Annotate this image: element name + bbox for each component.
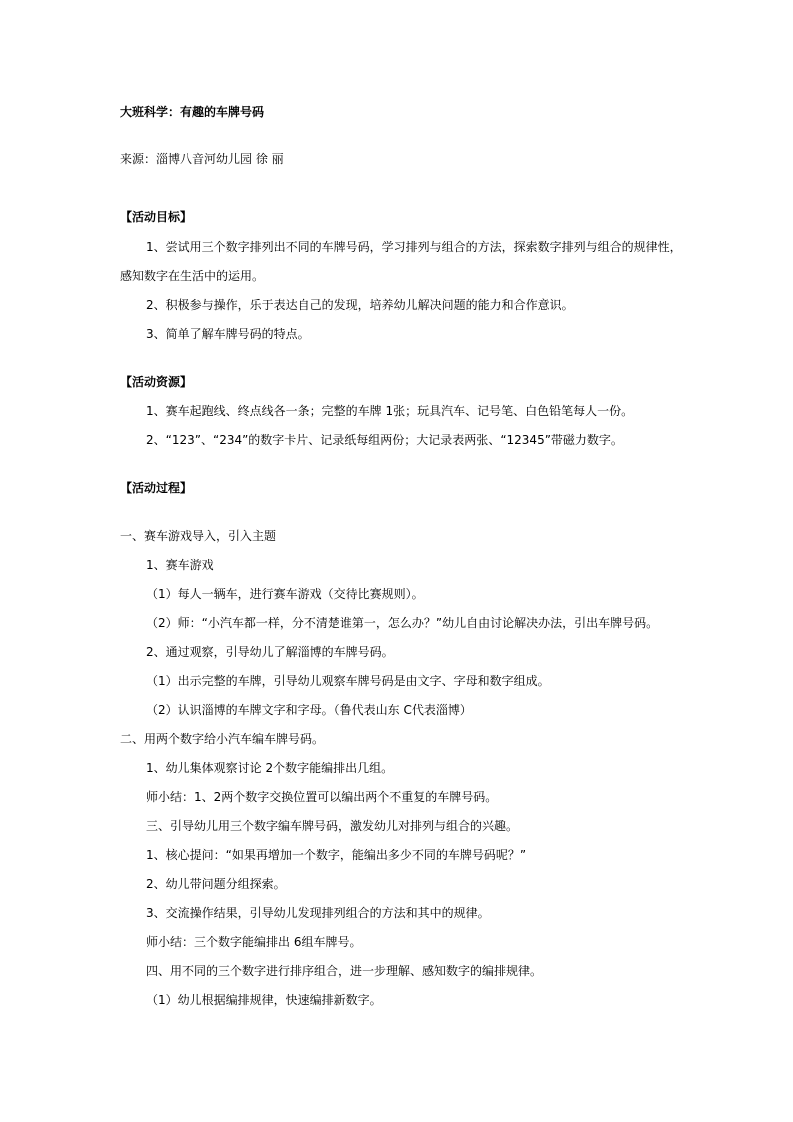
process-line: 二、用两个数字给小汽车编车牌号码。 bbox=[120, 732, 325, 746]
resource-item: 2、“123”、“234”的数字卡片、记录纸每组两份；大记录表两张、“12345”带磁力数字。 bbox=[146, 433, 623, 447]
process-line: （1）幼儿根据编排规律，快速编排新数字。 bbox=[146, 993, 382, 1007]
document-title: 大班科学：有趣的车牌号码 bbox=[120, 105, 265, 119]
process-line: （2）师：“小汽车都一样，分不清楚谁第一，怎么办？”幼儿自由讨论解决办法，引出车牌号码。 bbox=[146, 616, 659, 630]
process-line: 师小结：1、2两个数字交换位置可以编出两个不重复的车牌号码。 bbox=[146, 790, 498, 804]
process-line: 一、赛车游戏导入，引入主题 bbox=[120, 529, 277, 543]
resources-heading: 【活动资源】 bbox=[120, 375, 193, 389]
process-line: 1、赛车游戏 bbox=[146, 558, 214, 572]
goal-item: 3、简单了解车牌号码的特点。 bbox=[146, 327, 310, 341]
goal-item: 1、尝试用三个数字排列出不同的车牌号码，学习排列与组合的方法，探索数字排列与组合的规律性， bbox=[146, 240, 682, 254]
process-line: 三、引导幼儿用三个数字编车牌号码，激发幼儿对排列与组合的兴趣。 bbox=[146, 819, 519, 833]
process-heading: 【活动过程】 bbox=[120, 481, 193, 495]
goals-heading: 【活动目标】 bbox=[120, 210, 193, 224]
process-line: 1、核心提问：“如果再增加一个数字，能编出多少不同的车牌号码呢？” bbox=[146, 848, 527, 862]
process-line: （1）出示完整的车牌，引导幼儿观察车牌号码是由文字、字母和数字组成。 bbox=[146, 674, 550, 688]
process-line: （2）认识淄博的车牌文字和字母。（鲁代表山东 C代表淄博） bbox=[146, 703, 472, 717]
process-line: （1）每人一辆车，进行赛车游戏（交待比赛规则）。 bbox=[146, 587, 424, 601]
process-line: 师小结：三个数字能编排出 6组车牌号。 bbox=[146, 935, 362, 949]
process-line: 1、幼儿集体观察讨论 2个数字能编排出几组。 bbox=[146, 761, 394, 775]
resource-item: 1、赛车起跑线、终点线各一条；完整的车牌 1张；玩具汽车、记号笔、白色铅笔每人一份。 bbox=[146, 404, 634, 418]
process-line: 3、交流操作结果，引导幼儿发现排列组合的方法和其中的规律。 bbox=[146, 906, 490, 920]
goal-item: 2、积极参与操作，乐于表达自己的发现，培养幼儿解决问题的能力和合作意识。 bbox=[146, 298, 574, 312]
process-line: 四、用不同的三个数字进行排序组合，进一步理解、感知数字的编排规律。 bbox=[146, 964, 543, 978]
process-line: 2、通过观察，引导幼儿了解淄博的车牌号码。 bbox=[146, 645, 394, 659]
process-line: 2、幼儿带问题分组探索。 bbox=[146, 877, 286, 891]
document-source: 来源：淄博八音河幼儿园 徐 丽 bbox=[120, 152, 284, 166]
goal-item: 感知数字在生活中的运用。 bbox=[120, 269, 265, 283]
